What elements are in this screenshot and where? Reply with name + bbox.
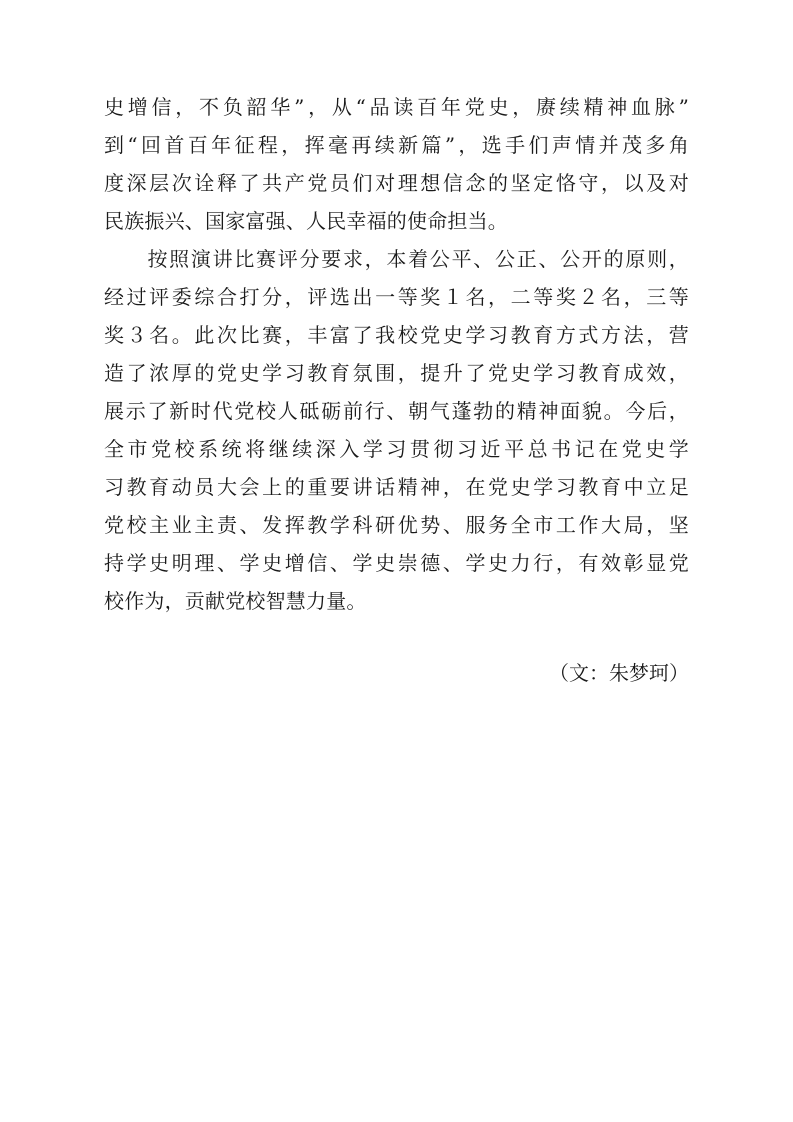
- paragraph-line: 度深层次诠释了共产党员们对理想信念的坚定恪守，以及对: [104, 171, 689, 195]
- paragraph-line: 全市党校系统将继续深入学习贯彻习近平总书记在党史学: [104, 437, 689, 461]
- body-text: [104, 88, 689, 620]
- paragraph-line: 展示了新时代党校人砥砺前行、朝气蓬勃的精神面貌。今后，: [104, 399, 689, 423]
- paragraph-line: 到“回首百年征程，挥毫再续新篇”，选手们声情并茂多角: [104, 133, 689, 157]
- paragraph-line: 党校主业主责、发挥教学科研优势、服务全市工作大局，坚: [104, 513, 689, 537]
- paragraph-line: 民族振兴、国家富强、人民幸福的使命担当。: [104, 209, 508, 233]
- paragraph-1: [104, 88, 689, 240]
- paragraph-2: [104, 240, 689, 620]
- author-credit: （文：朱梦珂）: [549, 661, 689, 685]
- paragraph-line: 习教育动员大会上的重要讲话精神，在党史学习教育中立足: [104, 475, 689, 499]
- paragraph-line: 持学史明理、学史增信、学史崇德、学史力行，有效彰显党: [104, 551, 689, 575]
- paragraph-line: 造了浓厚的党史学习教育氛围，提升了党史学习教育成效，: [104, 361, 689, 385]
- paragraph-line: 史增信，不负韶华”，从“品读百年党史，赓续精神血脉”: [104, 95, 689, 119]
- paragraph-line: 校作为，贡献党校智慧力量。: [104, 589, 367, 613]
- paragraph-line: 奖３名。此次比赛，丰富了我校党史学习教育方式方法，营: [104, 323, 689, 347]
- paragraph-line: 按照演讲比赛评分要求，本着公平、公正、公开的原则，: [104, 247, 689, 271]
- paragraph-line: 经过评委综合打分，评选出一等奖１名，二等奖２名，三等: [104, 285, 689, 309]
